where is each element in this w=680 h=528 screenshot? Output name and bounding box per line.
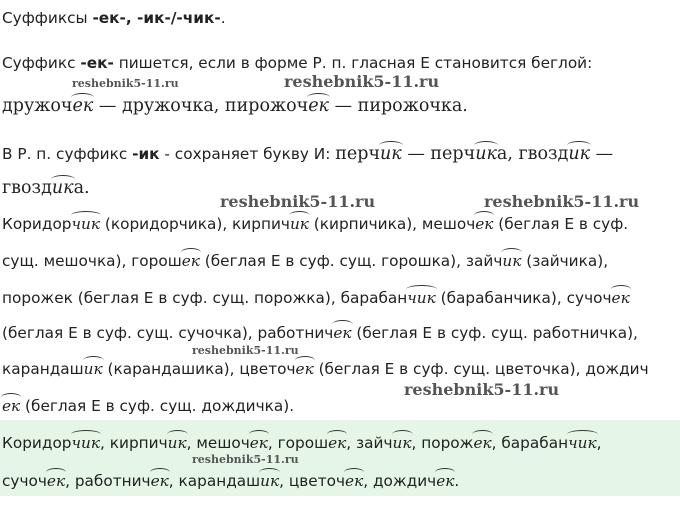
answer-text: , (596, 434, 602, 452)
watermark: reshebnik5-11.ru (284, 72, 440, 91)
suffix-mark: ик (502, 252, 522, 270)
word-stem: дружочк (121, 96, 204, 116)
suffix-mark: ик (392, 434, 412, 452)
watermark: reshebnik5-11.ru (72, 77, 179, 90)
suffix-mark: чик (568, 434, 597, 452)
answer-text: , карандаш (168, 472, 261, 490)
para-line (2, 396, 294, 416)
answer-text: , порож (411, 434, 474, 452)
watermark: reshebnik5-11.ru (192, 453, 299, 466)
suffix-mark: ик (167, 434, 187, 452)
suffix-mark: ик (475, 144, 497, 164)
para-text: (коридорчика), кирпич (100, 215, 290, 233)
suffix-mark: ек (2, 397, 21, 415)
para-text: (беглая Е в суф. сущ. сучочка), работнич (2, 324, 334, 342)
para-line (2, 288, 630, 308)
rule-ik-suffix: -ик (132, 145, 160, 163)
para-text: (беглая Е в суф. сущ. работничка), (351, 324, 638, 342)
answer-text: сучоч (2, 472, 47, 490)
answer-text: , работнич (65, 472, 151, 490)
suffix-mark: ик (380, 144, 402, 164)
para-text: (кирпичика), мешоч (308, 215, 476, 233)
answer-text: , дождич (363, 472, 437, 490)
para-text: (карандашика), цветоч (102, 360, 296, 378)
suffix-mark: ик (289, 215, 309, 233)
para-line (2, 214, 628, 234)
suffix-mark: ек (249, 434, 268, 452)
word-stem: дружоч (2, 96, 73, 116)
suffix-mark: ек (295, 360, 314, 378)
rule-ik-prefix: В Р. п. суффикс (2, 145, 133, 163)
word-stem: гвозд (518, 144, 569, 164)
heading-suffixes: -ек-, -ик-/-чик- (92, 9, 221, 27)
watermark: reshebnik5-11.ru (192, 344, 299, 357)
dash: — (401, 144, 431, 164)
answer-line (2, 433, 601, 453)
para-text: (зайчика), (521, 252, 609, 270)
dash: — (329, 96, 358, 116)
dash: — (93, 96, 122, 116)
para-text: Коридор (2, 215, 72, 233)
suffix-mark: чик (407, 289, 436, 307)
suffix-mark: ик (83, 360, 103, 378)
rule-ek-prefix: Суффикс (2, 54, 81, 72)
rule-ik-text: - сохраняет букву И: (159, 145, 336, 163)
suffix-mark: ек (345, 472, 364, 490)
watermark: reshebnik5-11.ru (404, 380, 560, 399)
watermark: reshebnik5-11.ru (484, 192, 640, 211)
para-line (2, 359, 649, 379)
suffix-mark: ек (150, 472, 169, 490)
answer-line (2, 471, 459, 491)
para-text: (беглая Е в суф. сущ. цветочка), дождич (313, 360, 649, 378)
para-text: сущ. мешочка), горош (2, 252, 182, 270)
word-stem: гвозд (2, 178, 52, 198)
answer-text: . (454, 472, 460, 490)
para-line (2, 323, 638, 343)
dash: — (590, 144, 614, 164)
suffix-mark: ек (328, 434, 347, 452)
suffix-mark: ек (436, 472, 455, 490)
suffix-mark: ек (181, 252, 200, 270)
suffix-mark: чик (71, 215, 101, 233)
word-ending: а, (496, 144, 519, 164)
suffix-mark: ек (611, 289, 630, 307)
heading (2, 8, 226, 28)
answer-text: , мешоч (186, 434, 250, 452)
heading-end: . (220, 9, 226, 27)
answer-text: , барабан (491, 434, 569, 452)
answer-text: , горош (267, 434, 329, 452)
para-text: (барабанчика), сучоч (435, 289, 612, 307)
word-ending: а. (451, 96, 468, 116)
suffix-mark: ек (333, 324, 352, 342)
answer-text: , зайч (346, 434, 393, 452)
suffix-mark: ек (46, 472, 66, 490)
answer-text: , кирпич (100, 434, 168, 452)
word-ending: а, (203, 96, 225, 116)
suffix-mark: ик (260, 472, 280, 490)
rule-ek (2, 53, 592, 73)
para-text: карандаш (2, 360, 84, 378)
suffix-mark: ек (72, 96, 94, 116)
para-text: (беглая Е в суф. сущ. дождичка). (20, 397, 295, 415)
word-ending: а. (73, 178, 90, 198)
answer-text: Коридор (2, 434, 72, 452)
word-stem: перч (430, 144, 476, 164)
rule-ik (2, 144, 613, 164)
suffix-mark: ек (473, 434, 492, 452)
answer-text: , цветоч (279, 472, 346, 490)
suffix-mark: ик (568, 144, 591, 164)
word-stem: перч (335, 144, 381, 164)
suffix-mark: чик (71, 434, 101, 452)
para-text: (беглая Е в суф. сущ. горошка), зайч (199, 252, 503, 270)
word-stem: пирожочк (357, 96, 452, 116)
suffix-mark: ик (51, 178, 74, 198)
suffix-mark: ек (308, 96, 330, 116)
word-stem: пирожоч (224, 96, 309, 116)
rule-ik-example-cont (2, 178, 90, 198)
watermark: reshebnik5-11.ru (220, 192, 376, 211)
para-line (2, 251, 608, 271)
heading-prefix: Суффиксы (2, 9, 93, 27)
para-text: порожек (беглая Е в суф. сущ. порожка), барабан (2, 289, 408, 307)
para-text: (беглая Е в суф. (493, 215, 629, 233)
example-ek (2, 96, 468, 116)
rule-ek-suffix: -ек- (80, 54, 114, 72)
rule-ek-text: пишется, если в форме Р. п. гласная Е становится беглой: (113, 54, 593, 72)
suffix-mark: ек (475, 215, 494, 233)
